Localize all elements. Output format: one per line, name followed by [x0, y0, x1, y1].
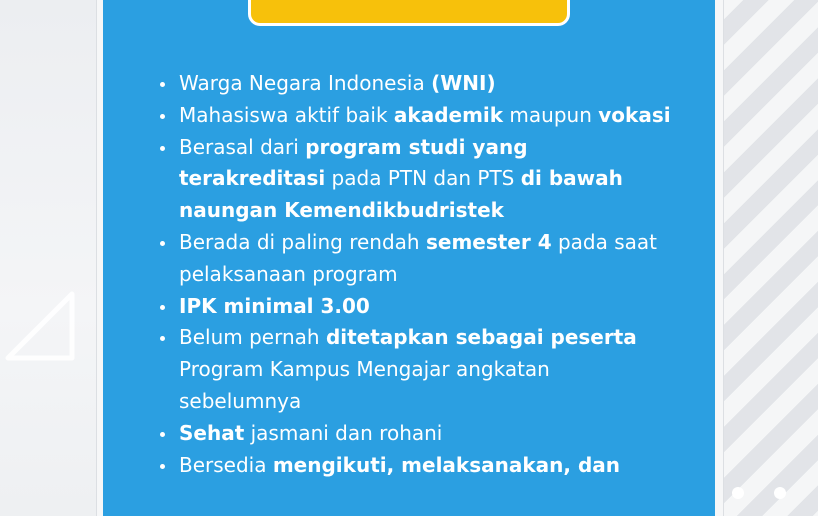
requirement-text: Warga Negara Indonesia — [179, 71, 432, 95]
requirement-item — [158, 100, 678, 132]
requirement-text: Bersedia — [179, 452, 273, 477]
requirement-emphasis: (WNI) — [431, 71, 496, 95]
carousel-dot[interactable] — [774, 487, 786, 499]
requirement-text: pada PTN dan PTS — [325, 166, 521, 191]
requirement-text: pada saat pelaksanaan program — [179, 229, 658, 286]
requirement-item — [158, 68, 678, 100]
carousel-dot[interactable] — [732, 487, 744, 499]
requirement-text: Berada di paling rendah — [179, 229, 426, 254]
background-right — [718, 0, 818, 516]
requirement-item — [158, 450, 678, 482]
requirement-item — [158, 322, 678, 417]
requirement-item — [158, 291, 678, 323]
triangle-decoration-icon — [2, 288, 78, 364]
requirement-item — [158, 227, 678, 291]
requirement-emphasis: IPK minimal 3.00 — [179, 293, 370, 318]
requirement-emphasis: vokasi — [598, 102, 671, 127]
requirements-list — [158, 68, 678, 481]
requirement-text: Belum pernah — [179, 325, 326, 350]
requirement-text: maupun — [503, 102, 599, 127]
requirement-emphasis: mengikuti, melaksanakan, dan — [272, 452, 621, 477]
requirement-emphasis: Sehat — [179, 420, 245, 445]
requirement-emphasis: program studi yang terakreditasi — [179, 134, 528, 191]
requirement-text: jasmani dan rohani — [244, 420, 443, 445]
background-left — [0, 0, 96, 516]
requirement-text: Mahasiswa aktif baik — [179, 102, 394, 127]
header-button[interactable] — [248, 0, 570, 26]
requirement-emphasis: di bawah naungan Kemendikbudristek — [179, 166, 623, 223]
requirement-emphasis: ditetapkan sebagai peserta — [325, 325, 637, 350]
requirement-item — [158, 418, 678, 450]
requirement-emphasis: akademik — [393, 102, 504, 127]
requirement-text: Program Kampus Mengajar angkatan sebelumnya — [179, 357, 550, 413]
requirement-text: Berasal dari — [179, 134, 306, 159]
requirement-emphasis: semester 4 — [425, 229, 552, 254]
requirement-item — [158, 132, 678, 227]
